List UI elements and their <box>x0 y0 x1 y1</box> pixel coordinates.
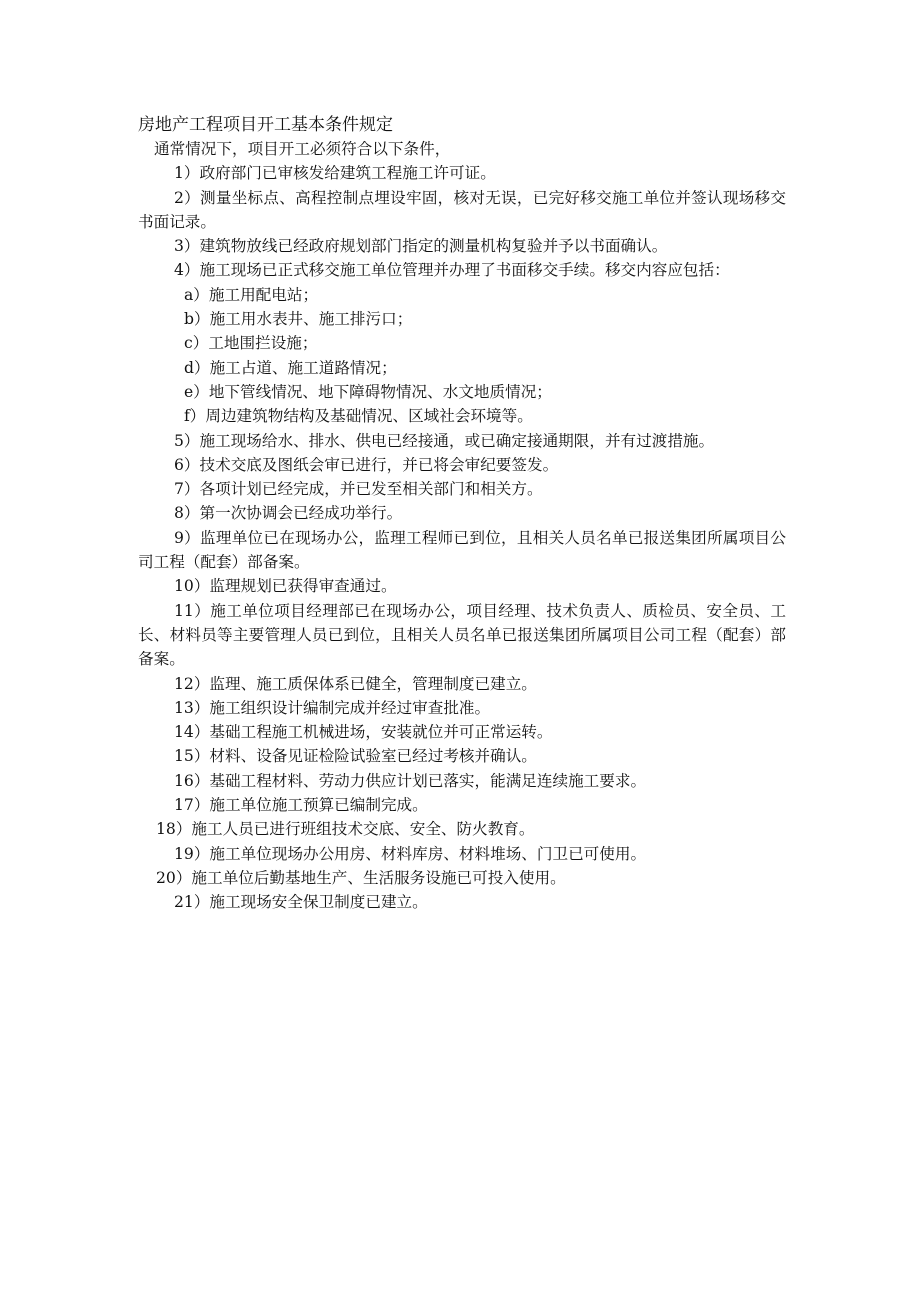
condition-item-10: 10）监理规划已获得审查通过。 <box>174 577 397 596</box>
handover-item-c: c）工地围拦设施； <box>184 334 318 353</box>
document-body <box>138 113 786 915</box>
condition-item-18: 18）施工人员已进行班组技术交底、安全、防火教育。 <box>156 820 535 839</box>
condition-item-6: 6）技术交底及图纸会审已进行，并已将会审纪要签发。 <box>174 455 559 474</box>
condition-item-2: 2）测量坐标点、高程控制点埋设牢固，核对无误，已完好移交施工单位并签认现场移交书面记录。 <box>138 188 786 231</box>
condition-item-9: 9）监理单位已在现场办公，监理工程师已到位，且相关人员名单已报送集团所属项目公司工程（配套）部备案。 <box>138 528 786 572</box>
condition-item-14: 14）基础工程施工机械进场，安装就位并可正常运转。 <box>174 723 553 742</box>
condition-item-15: 15）材料、设备见证检险试验室已经过考核并确认。 <box>174 747 537 766</box>
handover-item-a: a）施工用配电站； <box>184 285 319 304</box>
document-title: 房地产工程项目开工基本条件规定 <box>138 115 393 135</box>
intro-paragraph: 通常情况下，项目开工必须符合以下条件， <box>154 140 451 158</box>
condition-item-7: 7）各项计划已经完成，并已发至相关部门和相关方。 <box>174 480 543 499</box>
handover-item-e: e）地下管线情况、地下障碍物情况、水文地质情况； <box>184 382 552 401</box>
handover-item-f: f）周边建筑物结构及基础情况、区域社会环境等。 <box>184 407 533 426</box>
condition-item-1: 1）政府部门已审核发给建筑工程施工许可证。 <box>174 164 496 183</box>
condition-item-17: 17）施工单位施工预算已编制完成。 <box>174 796 428 815</box>
condition-item-5: 5）施工现场给水、排水、供电已经接通，或已确定接通期限，并有过渡措施。 <box>174 431 715 450</box>
handover-item-b: b）施工用水表井、施工排污口； <box>184 310 413 329</box>
condition-item-4: 4）施工现场已正式移交施工单位管理并办理了书面移交手续。移交内容应包括： <box>174 261 730 280</box>
condition-item-8: 8）第一次协调会已经成功举行。 <box>174 504 403 523</box>
condition-item-16: 16）基础工程材料、劳动力供应计划已落实，能满足连续施工要求。 <box>174 771 647 790</box>
handover-item-d: d）施工占道、施工道路情况； <box>184 358 397 377</box>
condition-item-20: 20）施工单位后勤基地生产、生活服务设施已可投入使用。 <box>156 868 566 887</box>
condition-item-3: 3）建筑物放线已经政府规划部门指定的测量机构复验并予以书面确认。 <box>174 237 668 256</box>
condition-item-19: 19）施工单位现场办公用房、材料库房、材料堆场、门卫已可使用。 <box>174 844 647 863</box>
condition-item-13: 13）施工组织设计编制完成并经过审查批准。 <box>174 698 491 717</box>
condition-item-11: 11）施工单位项目经理部已在现场办公，项目经理、技术负责人、质检员、安全员、工长、材料员等主要管理人员已到位，且相关人员名单已报送集团所属项目公司工程（配套）部备案。 <box>138 601 786 669</box>
condition-item-12: 12）监理、施工质保体系已健全，管理制度已建立。 <box>174 674 537 693</box>
condition-item-21: 21）施工现场安全保卫制度已建立。 <box>174 893 428 912</box>
